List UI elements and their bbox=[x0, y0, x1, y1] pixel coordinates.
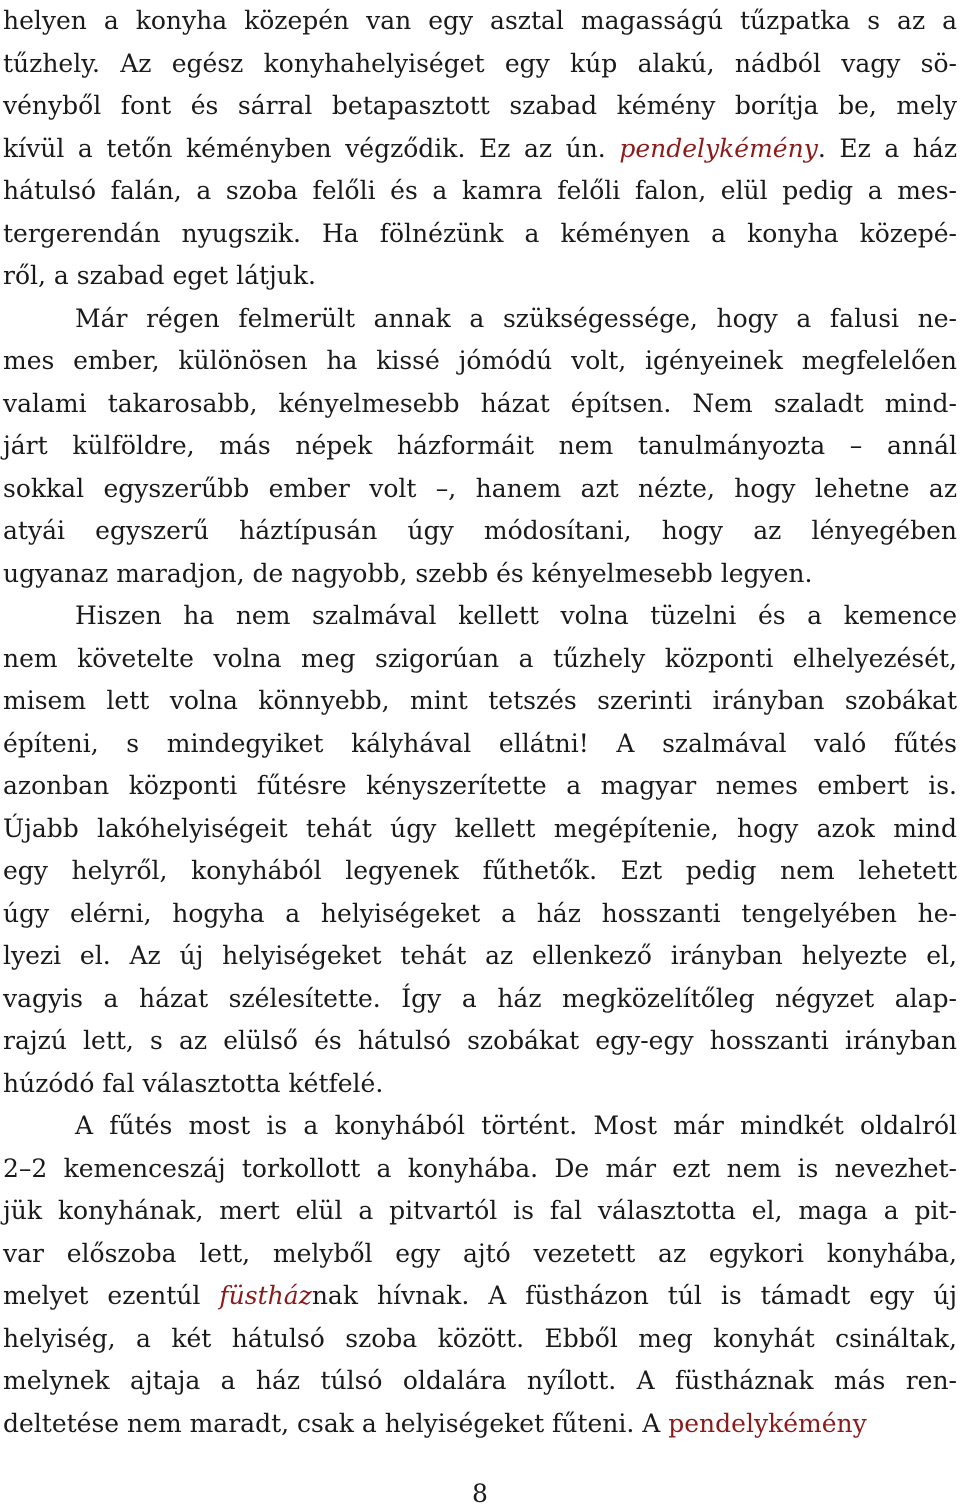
text-line: var előszoba lett, melyből egy ajtó vezetett az egykori konyhába, bbox=[3, 1238, 957, 1268]
highlighted-term: pendelykémény bbox=[668, 1408, 867, 1438]
text-line: járt külföldre, más népek házformáit nem tanulmányozta – annál bbox=[3, 431, 957, 460]
text-run: . Ez a ház bbox=[817, 133, 957, 163]
text-line: vényből font és sárral betapasztott szabad kémény borítja be, mely bbox=[3, 91, 957, 120]
text-line: úgy elérni, hogyha a helyiségeket a ház hosszanti tengelyében he- bbox=[3, 898, 957, 928]
text-run: nak hívnak. A füstházon túl is támadt egy új bbox=[311, 1281, 957, 1310]
text-line: sokkal egyszerűbb ember volt –, hanem azt nézte, hogy lehetne az bbox=[3, 473, 957, 503]
text-line: rajzú lett, s az elülső és hátulsó szobákat egy-egy hosszanti irányban bbox=[3, 1026, 957, 1055]
text-line: Újabb lakóhelyiségeit tehát úgy kellett megépítenie, hogy azok mind bbox=[3, 813, 957, 843]
text-line bbox=[3, 128, 957, 171]
text-line: atyái egyszerű háztípusán úgy módosítani, hogy az lényegében bbox=[3, 516, 957, 545]
text-line: húzódó fal választotta kétfelé. bbox=[3, 1068, 384, 1098]
text-line: Hiszen ha nem szalmával kellett volna tüzelni és a kemence bbox=[75, 601, 957, 630]
text-line: Már régen felmerült annak a szükségessége, hogy a falusi ne- bbox=[75, 303, 957, 333]
text-line: A fűtés most is a konyhából történt. Most már mindkét oldalról bbox=[75, 1111, 957, 1140]
text-line: lyezi el. Az új helyiségeket tehát az ellenkező irányban helyezte el, bbox=[3, 941, 957, 970]
text-line: azonban központi fűtésre kényszerítette a magyar nemes embert is. bbox=[3, 771, 957, 800]
highlighted-term: pendelykémény bbox=[619, 133, 818, 163]
text-line: ugyanaz maradjon, de nagyobb, szebb és kényelmesebb legyen. bbox=[3, 558, 813, 588]
text-line: helyen a konyha közepén van egy asztal magasságú tűzpatka s az a bbox=[3, 6, 957, 35]
text-line: egy helyről, konyhából legyenek fűthetők. Ezt pedig nem lehetett bbox=[3, 856, 957, 885]
page-number: 8 bbox=[472, 1479, 488, 1508]
text-line: helyiség, a két hátulsó szoba között. Ebből meg konyhát csináltak, bbox=[3, 1323, 957, 1353]
text-line: 2–2 kemenceszáj torkollott a konyhába. De már ezt nem is nevezhet- bbox=[3, 1153, 957, 1183]
text-line: melynek ajtaja a ház túlsó oldalára nyílott. A füstháznak más ren- bbox=[3, 1366, 957, 1395]
text-line: tűzhely. Az egész konyhahelyiséget egy kúp alakú, nádból vagy sö- bbox=[3, 48, 957, 78]
text-line: jük konyhának, mert elül a pitvartól is fal választotta el, maga a pit- bbox=[3, 1196, 957, 1225]
text-line: valami takarosabb, kényelmesebb házat építsen. Nem szaladt mind- bbox=[3, 388, 957, 418]
text-line: mes ember, különösen ha kissé jómódú volt, igényeinek megfelelően bbox=[3, 346, 957, 375]
text-line: hátulsó falán, a szoba felőli és a kamra felőli falon, elül pedig a mes- bbox=[3, 176, 957, 205]
text-line: tergerendán nyugszik. Ha fölnézünk a kéményen a konyha közepé- bbox=[3, 218, 957, 248]
text-run: deltetése nem maradt, csak a helyiségeket fűteni. A bbox=[3, 1408, 669, 1438]
text-line: építeni, s mindegyiket kályhával ellátni! A szalmával való fűtés bbox=[3, 728, 957, 758]
body-text bbox=[3, 0, 957, 1445]
text-run: melyet ezentúl bbox=[3, 1281, 220, 1310]
text-run: kívül a tetőn kéményben végződik. Ez az ún. bbox=[3, 133, 620, 163]
text-line: vagyis a házat szélesítette. Így a ház megközelítőleg négyzet alap- bbox=[3, 983, 957, 1013]
text-line bbox=[3, 1403, 957, 1446]
highlighted-term: füstház bbox=[219, 1281, 312, 1310]
text-line bbox=[3, 1275, 957, 1318]
text-line: ről, a szabad eget látjuk. bbox=[3, 261, 316, 290]
text-line: nem követelte volna meg szigorúan a tűzhely központi elhelyezését, bbox=[3, 643, 957, 673]
text-line: misem lett volna könnyebb, mint tetszés szerinti irányban szobákat bbox=[3, 686, 957, 715]
